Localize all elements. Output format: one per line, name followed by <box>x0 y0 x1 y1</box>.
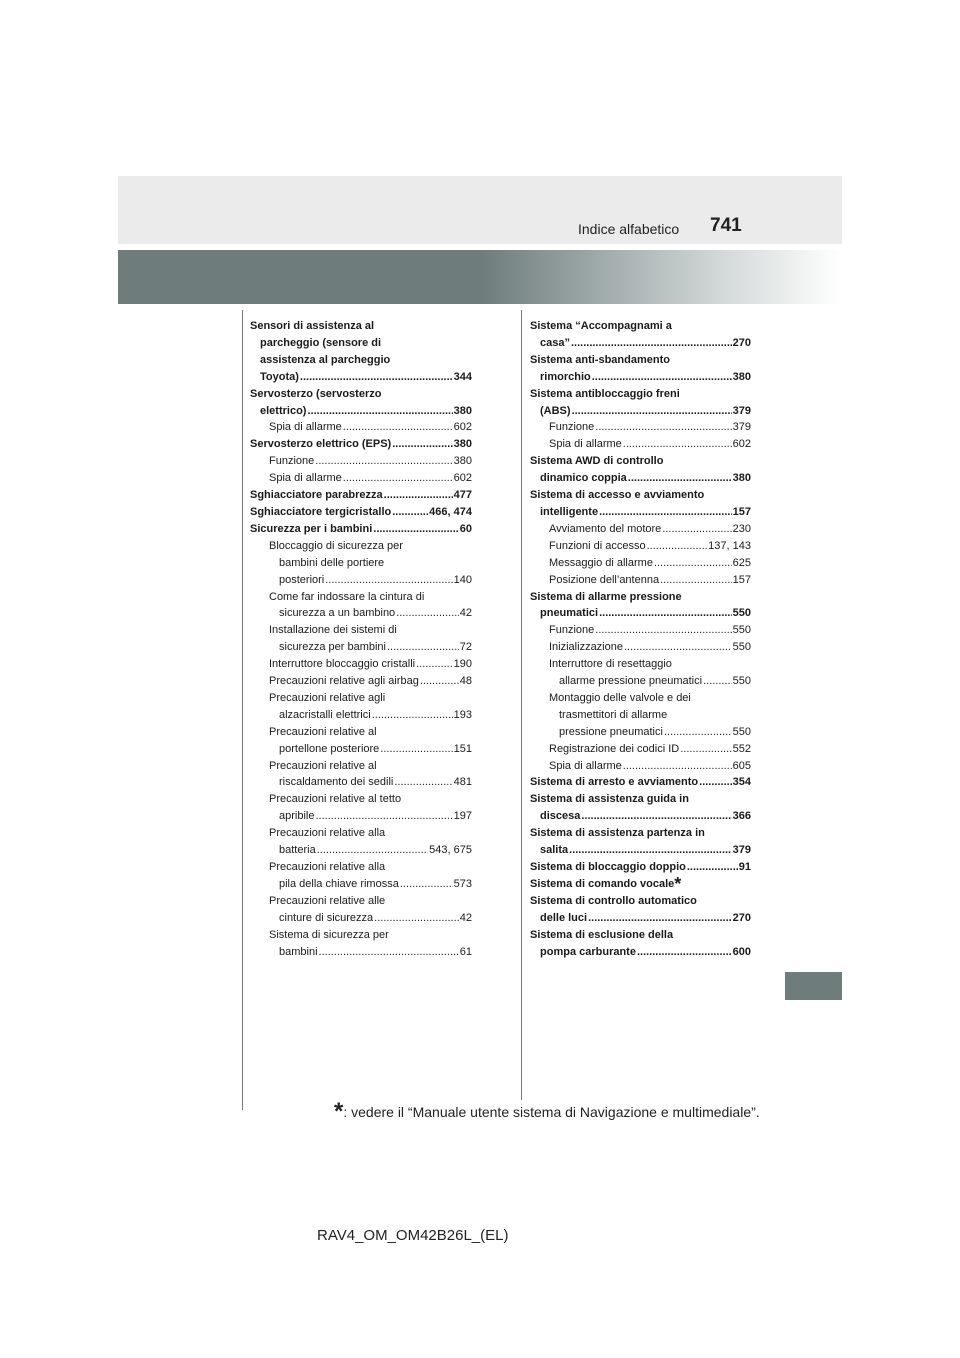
index-entry-last-line <box>530 572 751 589</box>
page-reference: 72 <box>459 641 472 654</box>
index-entry-line: Sistema di controllo automatico <box>530 894 697 907</box>
index-entry <box>250 825 472 859</box>
index-entry <box>530 419 751 436</box>
index-entry-last-line <box>250 521 472 538</box>
index-entry <box>250 453 472 470</box>
index-entry-term: Funzione <box>269 455 315 468</box>
index-entry-last-line <box>250 436 472 453</box>
index-column-left <box>250 318 472 960</box>
leader-dots <box>647 538 708 555</box>
index-entry-last-line <box>530 504 751 521</box>
index-entry-line: Sistema anti-sbandamento <box>530 353 670 366</box>
index-entry-term: posteriori <box>279 573 325 586</box>
page-reference: 190 <box>453 658 472 671</box>
index-entry <box>530 791 751 825</box>
title-bar <box>118 250 842 304</box>
page-reference: 380 <box>732 370 751 383</box>
leader-dots <box>599 504 732 521</box>
index-entry-term: Spia di allarme <box>549 759 622 772</box>
index-entry-term: alzacristalli elettrici <box>279 708 371 721</box>
index-entry <box>250 318 472 386</box>
index-entry-term: casa” <box>540 336 570 349</box>
index-entry-line: Montaggio delle valvole e dei <box>549 691 691 704</box>
leader-dots <box>315 453 452 470</box>
page-reference: 602 <box>453 472 472 485</box>
page-reference: 379 <box>732 421 751 434</box>
leader-dots <box>380 741 452 758</box>
index-entry <box>530 622 751 639</box>
page-reference: 380 <box>453 404 472 417</box>
index-entry-term: Sicurezza per i bambini <box>250 522 373 535</box>
index-entry-term: batteria <box>279 844 316 857</box>
page-reference: 42 <box>459 911 472 924</box>
footnote-reference-star: * <box>674 873 682 894</box>
index-entry <box>250 927 472 961</box>
page-reference: 197 <box>453 810 472 823</box>
index-entry-last-line <box>250 842 472 859</box>
leader-dots <box>396 605 459 622</box>
index-entry <box>530 893 751 927</box>
index-entry-last-line <box>530 470 751 487</box>
index-entry-last-line <box>530 419 751 436</box>
leader-dots <box>628 470 732 487</box>
index-entry-last-line <box>250 910 472 927</box>
index-entry <box>250 386 472 420</box>
leader-dots <box>373 521 458 538</box>
index-entry-term: Sistema di comando vocale <box>530 877 675 890</box>
page-reference: 481 <box>453 776 472 789</box>
index-entry <box>530 521 751 538</box>
index-entry <box>530 774 751 791</box>
index-entry <box>250 859 472 893</box>
index-entry <box>530 656 751 690</box>
page-reference: 379 <box>732 844 751 857</box>
index-entry-term: sicurezza per bambini <box>279 641 386 654</box>
index-entry-line: Precauzioni relative alla <box>269 827 386 840</box>
footnote <box>334 1098 760 1126</box>
leader-dots <box>374 910 459 927</box>
index-entry-line: Sistema AWD di controllo <box>530 455 664 468</box>
index-entry-last-line <box>530 774 751 791</box>
page-reference: 366 <box>732 810 751 823</box>
index-entry-line: Sistema “Accompagnami a <box>530 320 672 332</box>
page-reference: 600 <box>732 945 751 958</box>
page-reference: 379 <box>732 404 751 417</box>
index-entry <box>530 589 751 623</box>
index-entry-line: Sistema di assistenza partenza in <box>530 827 705 840</box>
index-entry <box>530 453 751 487</box>
index-entry-last-line <box>530 521 751 538</box>
thumb-index-tab <box>785 972 842 1000</box>
section-title: Indice alfabetico <box>578 221 680 237</box>
leader-dots <box>319 944 459 961</box>
leader-dots <box>624 639 732 656</box>
page-reference: 42 <box>459 607 472 620</box>
page-number: 741 <box>710 215 742 236</box>
page-reference: 625 <box>732 556 751 569</box>
index-entry <box>530 873 751 894</box>
index-entry-last-line <box>250 403 472 420</box>
index-entry-term: pneumatici <box>540 607 599 620</box>
index-entry-line: Sensori di assistenza al <box>250 320 375 332</box>
index-entry-term: pompa carburante <box>540 945 636 958</box>
leader-dots <box>416 656 453 673</box>
leader-dots <box>623 758 732 775</box>
leader-dots <box>387 639 459 656</box>
index-entry <box>530 318 751 352</box>
index-entry <box>250 589 472 623</box>
index-entry <box>250 436 472 453</box>
index-entry-last-line <box>250 876 472 893</box>
page-reference: 550 <box>732 725 751 738</box>
index-entry-last-line <box>250 707 472 724</box>
index-entry-last-line <box>530 910 751 927</box>
index-entry-last-line <box>250 605 472 622</box>
index-entry-term: bambini <box>279 945 318 958</box>
index-entry-last-line <box>530 369 751 386</box>
leader-dots <box>699 774 732 791</box>
page-reference: 48 <box>459 675 472 688</box>
index-entry-term: rimorchio <box>540 370 591 383</box>
index-entry <box>530 436 751 453</box>
index-entry-term: cinture di sicurezza <box>279 911 374 924</box>
index-entry-line: Precauzioni relative al <box>269 759 377 772</box>
leader-dots <box>703 673 732 690</box>
index-entry-term: Posizione dell’antenna <box>549 573 660 586</box>
page-reference: 543, 675 <box>429 844 472 857</box>
leader-dots <box>592 369 732 386</box>
index-entry-line: Precauzioni relative alle <box>269 894 386 907</box>
index-entry-last-line <box>250 504 472 521</box>
index-entry-term: Inizializzazione <box>549 641 623 654</box>
page-reference: 602 <box>453 421 472 434</box>
index-entry-term: riscaldamento dei sedili <box>279 776 394 789</box>
index-entry-last-line <box>250 572 472 589</box>
page-reference: 573 <box>453 877 472 890</box>
index-entry-term: Servosterzo elettrico (EPS) <box>250 438 392 451</box>
index-entry-term: sicurezza a un bambino <box>279 607 396 620</box>
index-entry-line: bambini delle portiere <box>279 556 385 569</box>
index-entry-line: trasmettitori di allarme <box>559 708 668 721</box>
page-reference: 550 <box>732 675 751 688</box>
index-entry-line: assistenza al parcheggio <box>260 353 391 366</box>
index-entry-term: Messaggio di allarme <box>549 556 653 569</box>
index-entry <box>250 521 472 538</box>
index-entry-last-line <box>530 842 751 859</box>
index-entry-last-line <box>530 639 751 656</box>
index-entry-last-line <box>530 335 751 352</box>
page-reference: 354 <box>732 776 751 789</box>
index-entry-last-line <box>250 487 472 504</box>
index-entry-last-line <box>530 436 751 453</box>
index-entry-term: Funzioni di accesso <box>549 539 646 552</box>
index-entry <box>250 791 472 825</box>
index-entry-term: Funzione <box>549 624 595 637</box>
index-entry-last-line <box>530 622 751 639</box>
index-entry <box>530 741 751 758</box>
index-entry <box>250 758 472 792</box>
index-entry-last-line <box>530 673 751 690</box>
column-divider-middle <box>521 310 522 1100</box>
index-entry <box>250 724 472 758</box>
leader-dots <box>637 944 732 961</box>
index-entry-term: discesa <box>540 810 581 823</box>
index-entry-line: Precauzioni relative alla <box>269 861 386 873</box>
index-entry-last-line <box>530 403 751 420</box>
page-reference: 550 <box>732 607 751 620</box>
document-code: RAV4_OM_OM42B26L_(EL) <box>317 1227 509 1244</box>
page-reference: 477 <box>453 489 472 502</box>
index-entry <box>530 352 751 386</box>
index-entry-last-line <box>250 453 472 470</box>
page-reference: 380 <box>453 438 472 451</box>
index-entry-term: delle luci <box>540 911 588 924</box>
index-entry-last-line <box>250 369 472 386</box>
index-entry <box>530 690 751 741</box>
page-reference: 550 <box>732 624 751 637</box>
index-entry-term: Precauzioni relative agli airbag <box>269 675 419 688</box>
index-entry <box>530 758 751 775</box>
index-entry-line: Sistema di allarme pressione <box>530 590 682 603</box>
page-reference: 151 <box>453 742 472 755</box>
page-reference: 466, 474 <box>429 505 472 518</box>
index-entry-term: Sistema di bloccaggio doppio <box>530 861 686 873</box>
index-entry-last-line <box>530 944 751 961</box>
index-entry-term: Toyota) <box>260 370 299 383</box>
index-entry <box>530 386 751 420</box>
index-entry-term: Avviamento del motore <box>549 522 662 535</box>
leader-dots <box>343 470 453 487</box>
leader-dots <box>343 419 453 436</box>
index-entry-last-line <box>530 758 751 775</box>
index-entry-term: elettrico) <box>260 404 307 417</box>
leader-dots <box>581 808 731 825</box>
leader-dots <box>315 808 452 825</box>
leader-dots <box>599 605 732 622</box>
column-divider-left <box>242 310 243 1110</box>
leader-dots <box>588 910 732 927</box>
index-entry-line: Precauzioni relative agli <box>269 691 386 704</box>
index-entry <box>530 487 751 521</box>
index-entry-term: Sghiacciatore tergicristallo <box>250 505 392 518</box>
index-entry-last-line <box>250 656 472 673</box>
index-entry-last-line <box>530 741 751 758</box>
index-entry-term: Sghiacciatore parabrezza <box>250 489 383 502</box>
index-entry-last-line <box>530 808 751 825</box>
index-entry <box>250 690 472 724</box>
index-entry-line: Sistema di sicurezza per <box>269 928 389 941</box>
index-entry-last-line <box>250 470 472 487</box>
page-reference: 61 <box>459 945 472 958</box>
index-entry-term: Spia di allarme <box>269 421 342 434</box>
index-entry <box>530 825 751 859</box>
leader-dots <box>307 403 452 420</box>
index-entry-last-line <box>530 538 751 555</box>
index-entry-line: Interruttore di resettaggio <box>549 658 672 671</box>
index-entry-last-line <box>250 419 472 436</box>
leader-dots <box>623 436 732 453</box>
index-entry <box>250 622 472 656</box>
leader-dots <box>571 335 732 352</box>
leader-dots <box>420 673 459 690</box>
index-entry <box>530 572 751 589</box>
index-entry-term: pressione pneumatici <box>559 725 663 738</box>
index-entry-last-line <box>530 859 751 876</box>
page-reference: 157 <box>732 573 751 586</box>
leader-dots <box>392 504 428 521</box>
index-entry-last-line <box>250 741 472 758</box>
page-reference: 602 <box>732 438 751 451</box>
index-entry-line: Bloccaggio di sicurezza per <box>269 539 403 552</box>
index-entry <box>250 487 472 504</box>
index-entry <box>250 504 472 521</box>
page-reference: 380 <box>732 472 751 485</box>
leader-dots <box>572 403 732 420</box>
page-reference: 140 <box>453 573 472 586</box>
index-entry-term: (ABS) <box>540 404 571 417</box>
footnote-star: * <box>334 1098 344 1125</box>
index-entry <box>250 893 472 927</box>
index-entry-term: intelligente <box>540 505 599 518</box>
leader-dots <box>664 724 732 741</box>
index-entry <box>250 673 472 690</box>
index-entry-line: Installazione dei sistemi di <box>269 624 397 637</box>
leader-dots <box>680 741 731 758</box>
leader-dots <box>392 436 452 453</box>
leader-dots <box>595 622 731 639</box>
index-entry-line: Sistema di assistenza guida in <box>530 793 689 806</box>
page-reference: 230 <box>732 522 751 535</box>
index-entry-term: portellone posteriore <box>279 742 380 755</box>
index-entry-line: Servosterzo (servosterzo <box>250 387 382 400</box>
index-entry <box>530 859 751 876</box>
index-entry-term: Spia di allarme <box>549 438 622 451</box>
index-entry-term: Sistema di arresto e avviamento <box>530 776 699 789</box>
index-entry-term: pila della chiave rimossa <box>279 877 399 890</box>
index-entry-line: Precauzioni relative al tetto <box>269 793 402 806</box>
index-entry <box>250 419 472 436</box>
page-reference: 270 <box>732 911 751 924</box>
index-entry <box>530 927 751 961</box>
index-entry-last-line <box>530 724 751 741</box>
index-entry-last-line <box>530 605 751 622</box>
index-entry-term: Spia di allarme <box>269 472 342 485</box>
leader-dots <box>325 572 452 589</box>
leader-dots <box>394 774 452 791</box>
index-entry-last-line <box>530 555 751 572</box>
footnote-text: : vedere il “Manuale utente sistema di Navigazione e multimediale”. <box>343 1104 760 1120</box>
index-entry <box>250 470 472 487</box>
page-reference: 380 <box>453 455 472 468</box>
index-entry-last-line <box>250 673 472 690</box>
leader-dots <box>300 369 453 386</box>
leader-dots <box>654 555 732 572</box>
page-reference: 157 <box>732 505 751 518</box>
leader-dots <box>384 487 453 504</box>
index-entry-last-line <box>250 944 472 961</box>
index-entry-line: Sistema di accesso e avviamento <box>530 489 705 502</box>
page-reference: 552 <box>732 742 751 755</box>
index-entry-line: Sistema di esclusione della <box>530 928 674 941</box>
index-entry-term: salita <box>540 844 569 857</box>
page-reference: 550 <box>732 641 751 654</box>
leader-dots <box>687 859 738 876</box>
leader-dots <box>662 521 731 538</box>
leader-dots <box>372 707 453 724</box>
index-entry-last-line <box>250 639 472 656</box>
leader-dots <box>569 842 732 859</box>
index-entry-term: Registrazione dei codici ID <box>549 742 680 755</box>
index-entry-line: parcheggio (sensore di <box>260 336 382 349</box>
index-entry <box>530 538 751 555</box>
index-column-right <box>530 318 751 960</box>
page-reference: 91 <box>738 861 751 873</box>
index-entry-term: Funzione <box>549 421 595 434</box>
index-entry <box>530 555 751 572</box>
page-reference: 270 <box>732 336 751 349</box>
leader-dots <box>317 842 428 859</box>
page-reference: 137, 143 <box>708 539 751 552</box>
index-entry-term: apribile <box>279 810 315 823</box>
index-entry-term: dinamico coppia <box>540 472 627 485</box>
page-reference: 193 <box>453 708 472 721</box>
index-entry-line: Sistema antibloccaggio freni <box>530 387 680 400</box>
index-entry-last-line <box>530 873 751 894</box>
index-entry <box>250 656 472 673</box>
page-reference: 60 <box>459 522 472 535</box>
index-entry-last-line <box>250 808 472 825</box>
leader-dots <box>595 419 731 436</box>
index-entry-term: Interruttore bloccaggio cristalli <box>269 658 416 671</box>
leader-dots <box>400 876 453 893</box>
index-entry-line: Precauzioni relative al <box>269 725 377 738</box>
index-entry-last-line <box>250 774 472 791</box>
leader-dots <box>660 572 732 589</box>
index-entry <box>530 639 751 656</box>
index-entry-line: Come far indossare la cintura di <box>269 590 425 603</box>
index-entry-term: allarme pressione pneumatici <box>559 675 703 688</box>
page-reference: 344 <box>453 370 472 383</box>
page-reference: 605 <box>732 759 751 772</box>
index-entry <box>250 538 472 589</box>
